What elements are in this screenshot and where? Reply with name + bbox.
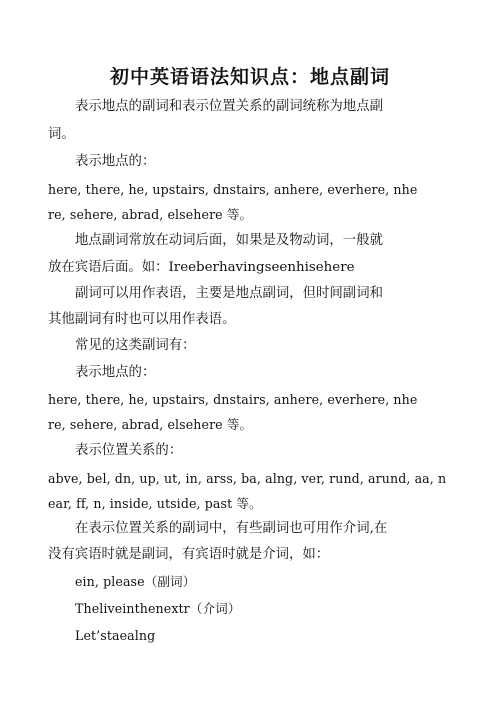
paragraph-line: 在表示位置关系的副词中，有些副词也可用作介词,在 [75, 521, 388, 536]
paragraph-line: 词。 [48, 127, 75, 142]
paragraph-line: 表示地点的副词和表示位置关系的副词统称为地点副 [75, 99, 383, 114]
paragraph-line: Theliveinthenextr（介词） [75, 601, 241, 616]
paragraph-line: 副词可以用作表语，主要是地点副词，但时间副词和 [75, 286, 383, 301]
paragraph-line: re, sehere, abrad, elsehere 等。 [48, 207, 253, 222]
paragraph-line: 没有宾语时就是副词，有宾语时就是介词，如： [48, 547, 330, 562]
paragraph-line: 常见的这类副词有： [75, 338, 196, 353]
paragraph-line: 表示地点的： [75, 365, 156, 380]
paragraph-line: 表示地点的： [75, 154, 156, 169]
document-title: 初中英语语法知识点：地点副词 [109, 66, 390, 88]
paragraph-line: 表示位置关系的： [75, 443, 183, 458]
paragraph-line: Let’staealng [75, 628, 156, 643]
paragraph-line: 其他副词有时也可以用作表语。 [48, 312, 236, 327]
paragraph-line: 放在宾语后面。如：Ireeberhavingseenhisehere [48, 260, 355, 275]
paragraph-line: ear, ff, n, inside, utside, past 等。 [48, 496, 262, 511]
paragraph-line: re, sehere, abrad, elsehere 等。 [48, 417, 253, 432]
paragraph-line: here, there, he, upstairs, dnstairs, anhere, everhere, nhe [48, 392, 418, 407]
paragraph-line: abve, bel, dn, up, ut, in, arss, ba, alng, ver, rund, arund, aa, n [48, 471, 447, 486]
paragraph-line: ein, please（副词） [75, 574, 196, 589]
paragraph-line: 地点副词常放在动词后面，如果是及物动词，一般就 [75, 233, 383, 248]
paragraph-line: here, there, he, upstairs, dnstairs, anhere, everhere, nhe [48, 182, 418, 197]
